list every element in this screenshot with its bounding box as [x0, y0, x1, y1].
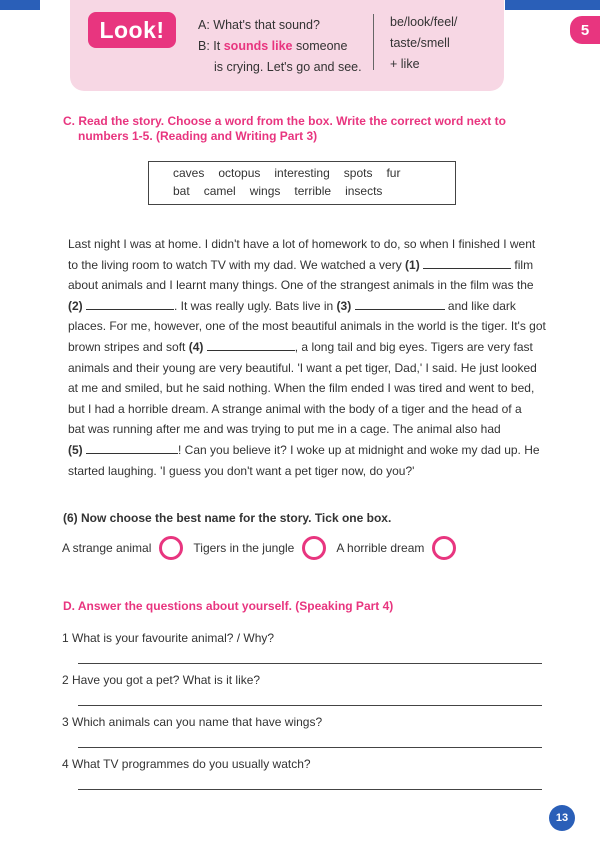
question-1: 1 What is your favourite animal? / Why? [62, 631, 275, 645]
question-2: 2 Have you got a pet? What is it like? [62, 673, 261, 687]
gap-2-blank[interactable] [86, 297, 174, 310]
story-line: (2) . It was really ugly. Bats live in (3) and like dark [68, 298, 516, 313]
divider [373, 14, 374, 70]
gap-5-blank[interactable] [86, 441, 178, 454]
word: interesting [274, 166, 330, 180]
option-2-tickbox[interactable] [302, 536, 326, 560]
word: fur [386, 166, 401, 180]
section-d-heading: D. Answer the questions about yourself. (Speaking Part 4) [63, 599, 394, 613]
option-1-tickbox[interactable] [159, 536, 183, 560]
word: camel [203, 184, 236, 198]
line-c: is crying. Let's go and see. [214, 60, 362, 74]
gap-3-blank[interactable] [355, 297, 445, 310]
gap-number-5: (5) [68, 442, 83, 457]
word-row-1 [173, 166, 414, 180]
gap-4-blank[interactable] [207, 338, 295, 351]
option-1-label: A strange animal [62, 541, 152, 555]
story-line: animals and their young are very beautiful. 'I want a pet tiger, Dad,' I said. He just looked [68, 360, 537, 375]
gap-number-1: (1) [405, 257, 420, 272]
story-line: Last night I was at home. I didn't have a lot of homework to do, so when I finished I went [68, 237, 536, 251]
option-3-label: A horrible dream [336, 541, 425, 555]
story-line: about animals and I learnt many things. One of the strangest animals in the film was the [68, 278, 534, 293]
look-title: Look! [99, 16, 165, 43]
story-line: at me and smiled, but he said nothing. When the film ended I was tired and went to bed, [68, 381, 535, 396]
speaker-a: A: [198, 18, 210, 32]
word: wings [249, 184, 281, 198]
look-box [70, 0, 504, 91]
question-4: 4 What TV programmes do you usually watch? [62, 757, 311, 771]
gap-number-2: (2) [68, 298, 83, 313]
story-text [68, 234, 562, 481]
look-badge [88, 12, 176, 48]
word: bat [173, 184, 190, 198]
verbs-line-2: taste/smell [390, 36, 450, 50]
word: insects [345, 184, 383, 198]
answer-line-3[interactable] [78, 747, 542, 748]
option-3-tickbox[interactable] [432, 536, 456, 560]
story-line: bat was running after me and was trying to put me in a cage. The animal also had [68, 422, 501, 437]
gap-1-blank[interactable] [423, 256, 511, 269]
word-row-2 [173, 184, 396, 198]
line-b-strong: sounds like [223, 39, 293, 53]
verbs-line-3: + like [390, 57, 420, 71]
word: spots [343, 166, 373, 180]
answer-line-2[interactable] [78, 705, 542, 706]
story-line: to the living room to watch TV with my dad. We watched a very (1) film [68, 257, 534, 272]
verbs-line-1: be/look/feel/ [390, 15, 458, 29]
answer-line-4[interactable] [78, 789, 542, 790]
gap-number-4: (4) [188, 339, 204, 354]
page-number: 13 [549, 805, 575, 831]
verbs [390, 12, 457, 75]
story-line: places. For me, however, one of the most beautiful animals in the world is the tiger. It's got [68, 319, 546, 334]
answer-line-1[interactable] [78, 663, 542, 664]
word-box [148, 161, 456, 205]
q6-options [62, 536, 456, 560]
top-bar-right [505, 0, 600, 10]
story-line: started laughing. 'I guess you don't want a pet tiger now, do you?' [68, 463, 415, 478]
section-c-heading-1: C. Read the story. Choose a word from the box. Write the correct word next to [63, 114, 506, 128]
top-bar-left [0, 0, 40, 10]
section-c-heading-2: numbers 1-5. (Reading and Writing Part 3) [78, 129, 318, 143]
line-b-pre: It [213, 39, 221, 53]
story-line: (5) ! Can you believe it? I woke up at midnight and woke my dad up. He [68, 442, 540, 457]
word: octopus [218, 166, 261, 180]
q6-instruction: (6) Now choose the best name for the story. Tick one box. [63, 511, 392, 525]
story-line: but I had a horrible dream. A strange animal with the body of a tiger and the head of a [68, 401, 522, 416]
word: terrible [294, 184, 332, 198]
unit-tab: 5 [570, 16, 600, 44]
speaker-b: B: [198, 39, 210, 53]
line-a: What's that sound? [213, 18, 320, 32]
story-line: brown stripes and soft (4) , a long tail and big eyes. Tigers are very fast [68, 339, 533, 354]
section-c-heading [63, 114, 506, 144]
question-3: 3 Which animals can you name that have wings? [62, 715, 323, 729]
gap-number-3: (3) [336, 298, 352, 313]
word: caves [173, 166, 205, 180]
line-b-post: someone [296, 39, 348, 53]
look-dialogue [198, 15, 408, 78]
option-2-label: Tigers in the jungle [193, 541, 295, 555]
